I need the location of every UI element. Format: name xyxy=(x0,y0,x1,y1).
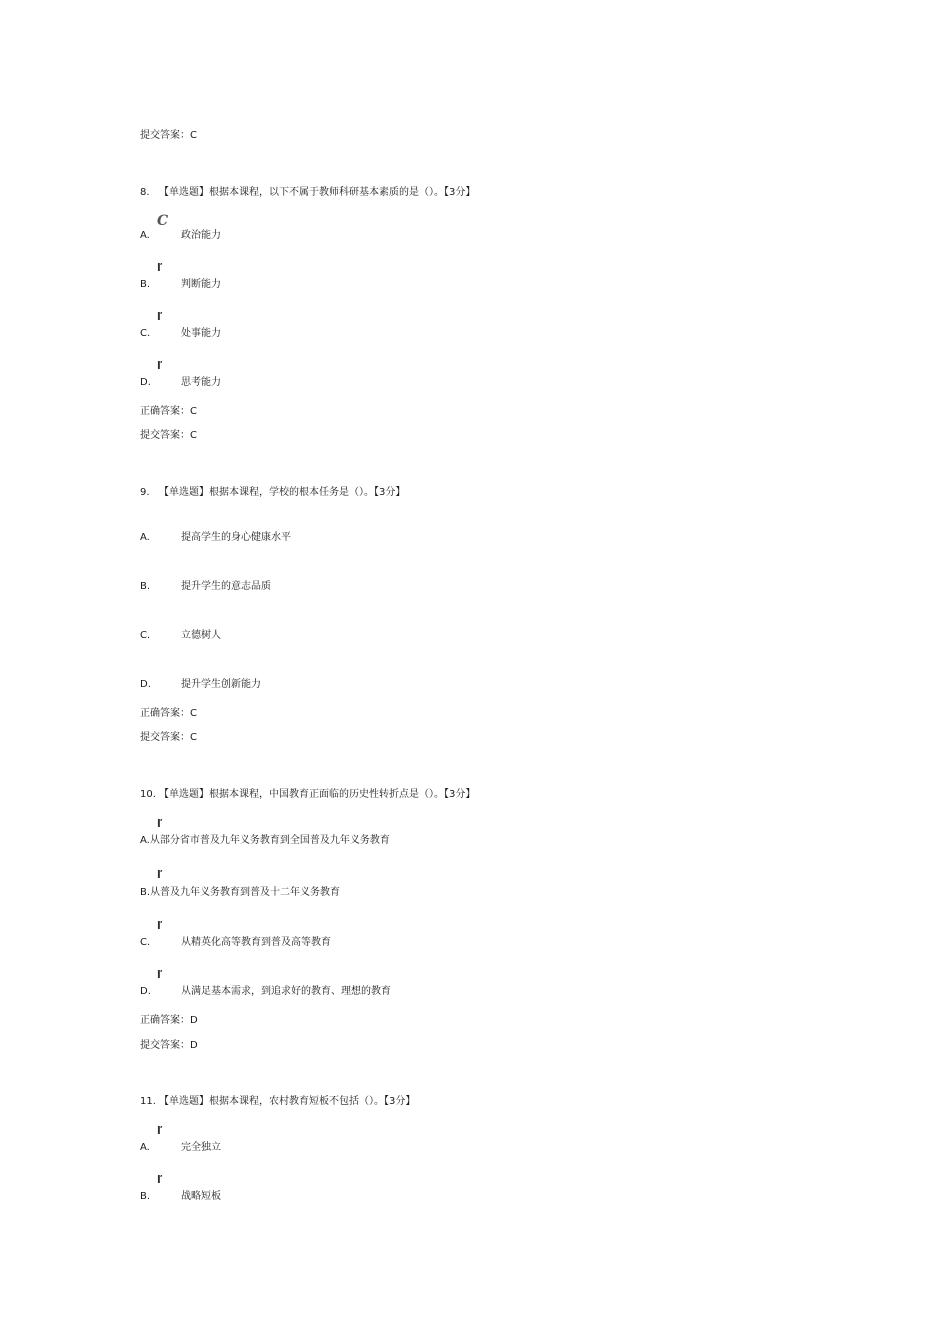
option-letter: D. xyxy=(140,377,151,388)
option-letter: C. xyxy=(140,328,151,339)
option-text[interactable]: 提高学生的身心健康水平 xyxy=(181,532,291,543)
option-text[interactable]: 提升学生创新能力 xyxy=(181,679,261,690)
option-text: 完全独立 xyxy=(181,1142,221,1153)
radio-button[interactable]: ľ xyxy=(157,359,163,372)
option-text: 战略短板 xyxy=(181,1191,221,1202)
question-number: 8. xyxy=(140,187,150,198)
question-number: 11. xyxy=(140,1096,156,1107)
question-stem: 【单选题】根据本课程，学校的根本任务是（）。【3分】 xyxy=(159,487,406,498)
question-stem: 【单选题】根据本课程，以下不属于教师科研基本素质的是（）。【3分】 xyxy=(159,187,476,198)
submitted-answer: 提交答案：D xyxy=(140,1040,198,1051)
correct-answer: 正确答案：D xyxy=(140,1015,198,1026)
option-text: 从满足基本需求，到追求好的教育、理想的教育 xyxy=(181,986,391,997)
option-letter: C. xyxy=(140,937,151,948)
option-letter: A. xyxy=(140,1142,150,1153)
option-letter: B. xyxy=(140,581,151,592)
submitted-answer: 提交答案：C xyxy=(140,130,197,141)
radio-button[interactable]: ľ xyxy=(157,817,163,830)
option-text: 思考能力 xyxy=(181,377,221,388)
option-letter: A. xyxy=(140,532,150,543)
radio-button[interactable]: ľ xyxy=(157,261,163,274)
option-letter: B. xyxy=(140,279,151,290)
option-text: B.从普及九年义务教育到普及十二年义务教育 xyxy=(140,887,341,898)
option-text[interactable]: 提升学生的意志品质 xyxy=(181,581,271,592)
option-text: 处事能力 xyxy=(181,328,221,339)
radio-button[interactable]: ľ xyxy=(157,310,163,323)
option-letter: A. xyxy=(140,230,150,241)
question-number: 9. xyxy=(140,487,150,498)
option-text[interactable]: 立德树人 xyxy=(181,630,221,641)
radio-button[interactable]: ľ xyxy=(157,919,163,932)
option-text: 政治能力 xyxy=(181,230,221,241)
radio-button-selected[interactable]: C xyxy=(157,213,169,229)
option-letter: D. xyxy=(140,986,151,997)
radio-button[interactable]: ľ xyxy=(157,968,163,981)
correct-answer: 正确答案：C xyxy=(140,406,197,417)
question-number: 10. xyxy=(140,789,156,800)
option-text: 从精英化高等教育到普及高等教育 xyxy=(181,937,331,948)
option-letter: B. xyxy=(140,1191,151,1202)
correct-answer: 正确答案：C xyxy=(140,708,197,719)
question-stem: 【单选题】根据本课程，农村教育短板不包括（）。【3分】 xyxy=(159,1096,416,1107)
option-letter: D. xyxy=(140,679,151,690)
question-stem: 【单选题】根据本课程，中国教育正面临的历史性转折点是（）。【3分】 xyxy=(159,789,476,800)
submitted-answer: 提交答案：C xyxy=(140,430,197,441)
radio-button[interactable]: ľ xyxy=(157,868,163,881)
option-letter: C. xyxy=(140,630,151,641)
option-text: 判断能力 xyxy=(181,279,221,290)
radio-button[interactable]: ľ xyxy=(157,1124,163,1137)
option-text: A.从部分省市普及九年义务教育到全国普及九年义务教育 xyxy=(140,835,390,846)
radio-button[interactable]: ľ xyxy=(157,1173,163,1186)
submitted-answer: 提交答案：C xyxy=(140,732,197,743)
